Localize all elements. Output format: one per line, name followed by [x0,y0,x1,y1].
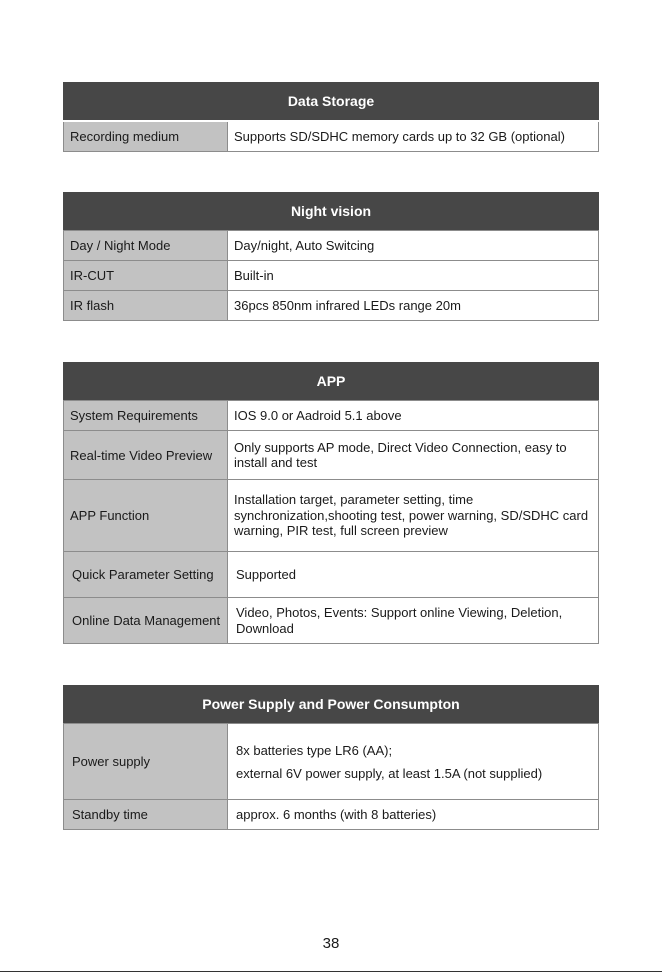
app-table [63,362,599,644]
table-row [63,261,599,291]
data-storage-table [63,82,599,152]
row-value: Video, Photos, Events: Support online Viewing, Deletion, Download [227,598,599,643]
row-value: Installation target, parameter setting, time synchronization,shooting test, power warning, SD/SDHC card warning, PIR test, full screen preview [227,480,599,551]
table-row [63,800,599,830]
row-value: Supported [227,552,599,597]
night-vision-table [63,192,599,321]
table-row [63,431,599,480]
row-value: Day/night, Auto Switcing [227,231,599,260]
row-value [227,724,599,799]
row-value: Supports SD/SDHC memory cards up to 32 GB (optional) [227,122,599,151]
table-row [63,723,599,800]
page-number: 38 [322,935,340,952]
row-label: IR flash [63,291,227,320]
app-header: APP [63,362,599,400]
table-row [63,400,599,431]
night-vision-header: Night vision [63,192,599,230]
row-label: Real-time Video Preview [63,431,227,479]
row-label: Recording medium [63,122,227,151]
row-label: APP Function [63,480,227,551]
value-line: external 6V power supply, at least 1.5A (not supplied) [236,765,543,781]
row-label: System Requirements [63,401,227,430]
row-value: approx. 6 months (with 8 batteries) [227,800,599,829]
footer-divider [0,971,662,972]
row-value: IOS 9.0 or Aadroid 5.1 above [227,401,599,430]
table-row [63,598,599,644]
row-label: Power supply [63,724,227,799]
table-row [63,291,599,321]
row-value: 36pcs 850nm infrared LEDs range 20m [227,291,599,320]
power-supply-table [63,685,599,830]
row-label: Standby time [63,800,227,829]
row-value: Built-in [227,261,599,290]
row-value: Only supports AP mode, Direct Video Connection, easy to install and test [227,431,599,479]
table-row [63,230,599,261]
row-label: Quick Parameter Setting [63,552,227,597]
row-label: Online Data Management [63,598,227,643]
power-supply-header: Power Supply and Power Consumpton [63,685,599,723]
data-storage-header: Data Storage [63,82,599,120]
row-label: IR-CUT [63,261,227,290]
value-line: 8x batteries type LR6 (AA); [236,742,393,758]
table-row [63,120,599,152]
row-label: Day / Night Mode [63,231,227,260]
table-row [63,480,599,552]
table-row [63,552,599,598]
